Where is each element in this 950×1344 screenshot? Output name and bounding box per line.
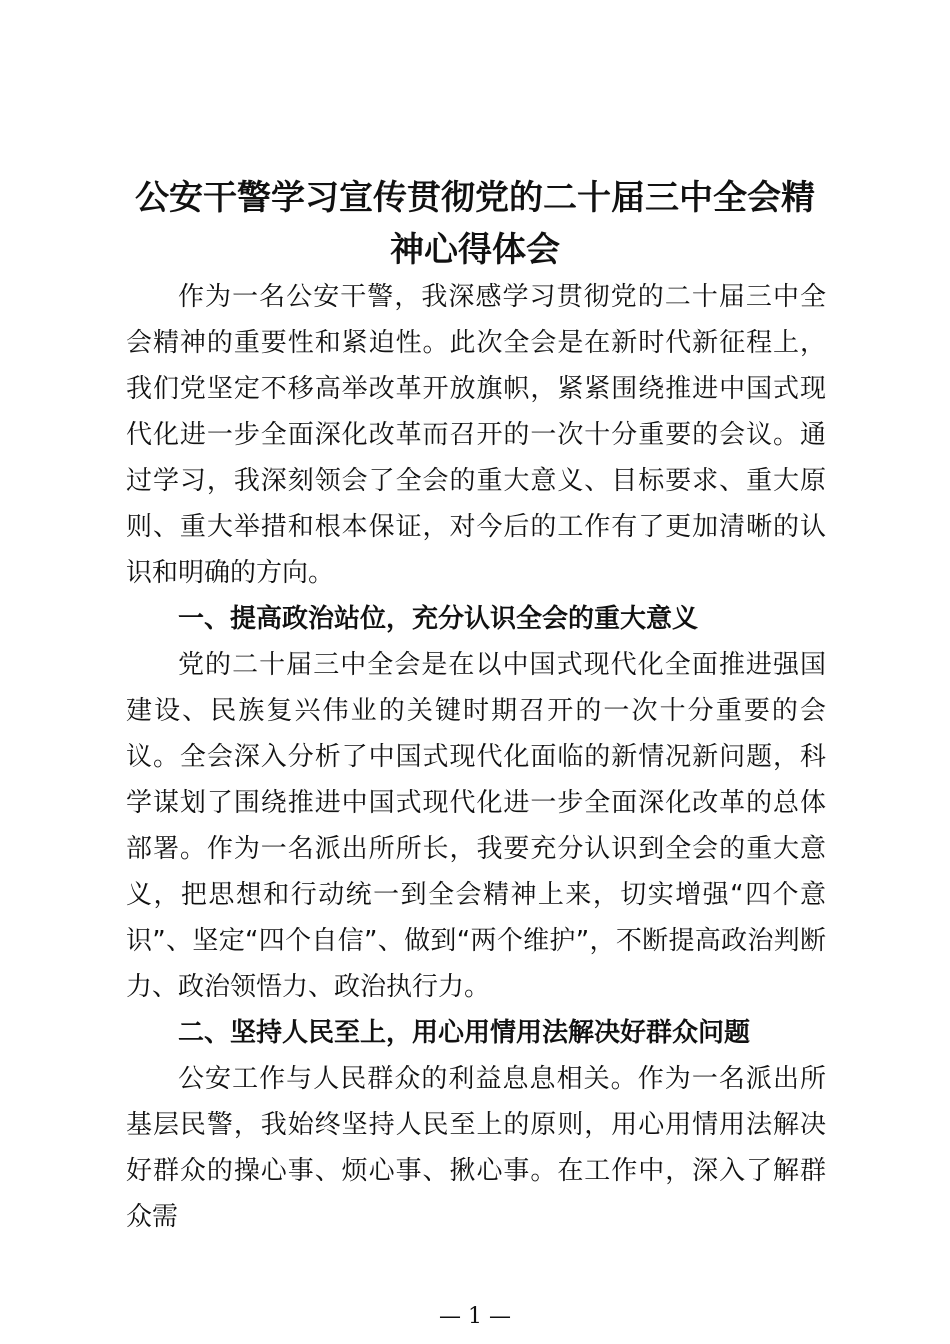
document-body <box>126 274 826 1240</box>
section-heading-1: 一、提高政治站位，充分认识全会的重大意义 <box>178 604 699 634</box>
intro-paragraph: 作为一名公安干警，我深感学习贯彻党的二十届三中全会精神的重要性和紧迫性。此次全会是在新时代新征程上，我们党坚定不移高举改革开放旗帜，紧紧围绕推进中国式现代化进一步全面深化改革而召开的一次十分重要的会议。通过学习，我深刻领会了全会的重大意义、目标要求、重大原则、重大举措和根本保证，对今后的工作有了更加清晰的认识和明确的方向。 <box>126 282 826 588</box>
document-title: 公安干警学习宣传贯彻党的二十届三中全会精神心得体会 <box>135 178 815 270</box>
page-number: — 1 — <box>439 1304 511 1329</box>
section-heading-2: 二、坚持人民至上，用心用情用法解决好群众问题 <box>178 1018 751 1048</box>
section-2-paragraph: 公安工作与人民群众的利益息息相关。作为一名派出所基层民警，我始终坚持人民至上的原则，用心用情用法解决好群众的操心事、烦心事、揪心事。在工作中，深入了解群众需 <box>126 1064 826 1232</box>
section-1-paragraph: 党的二十届三中全会是在以中国式现代化全面推进强国建设、民族复兴伟业的关键时期召开的一次十分重要的会议。全会深入分析了中国式现代化面临的新情况新问题，科学谋划了围绕推进中国式现代化进一步全面深化改革的总体部署。作为一名派出所所长，我要充分认识到全会的重大意义，把思想和行动统一到全会精神上来，切实增强“四个意识”、坚定“四个自信”、做到“两个维护”，不断提高政治判断力、政治领悟力、政治执行力。 <box>126 650 826 1002</box>
